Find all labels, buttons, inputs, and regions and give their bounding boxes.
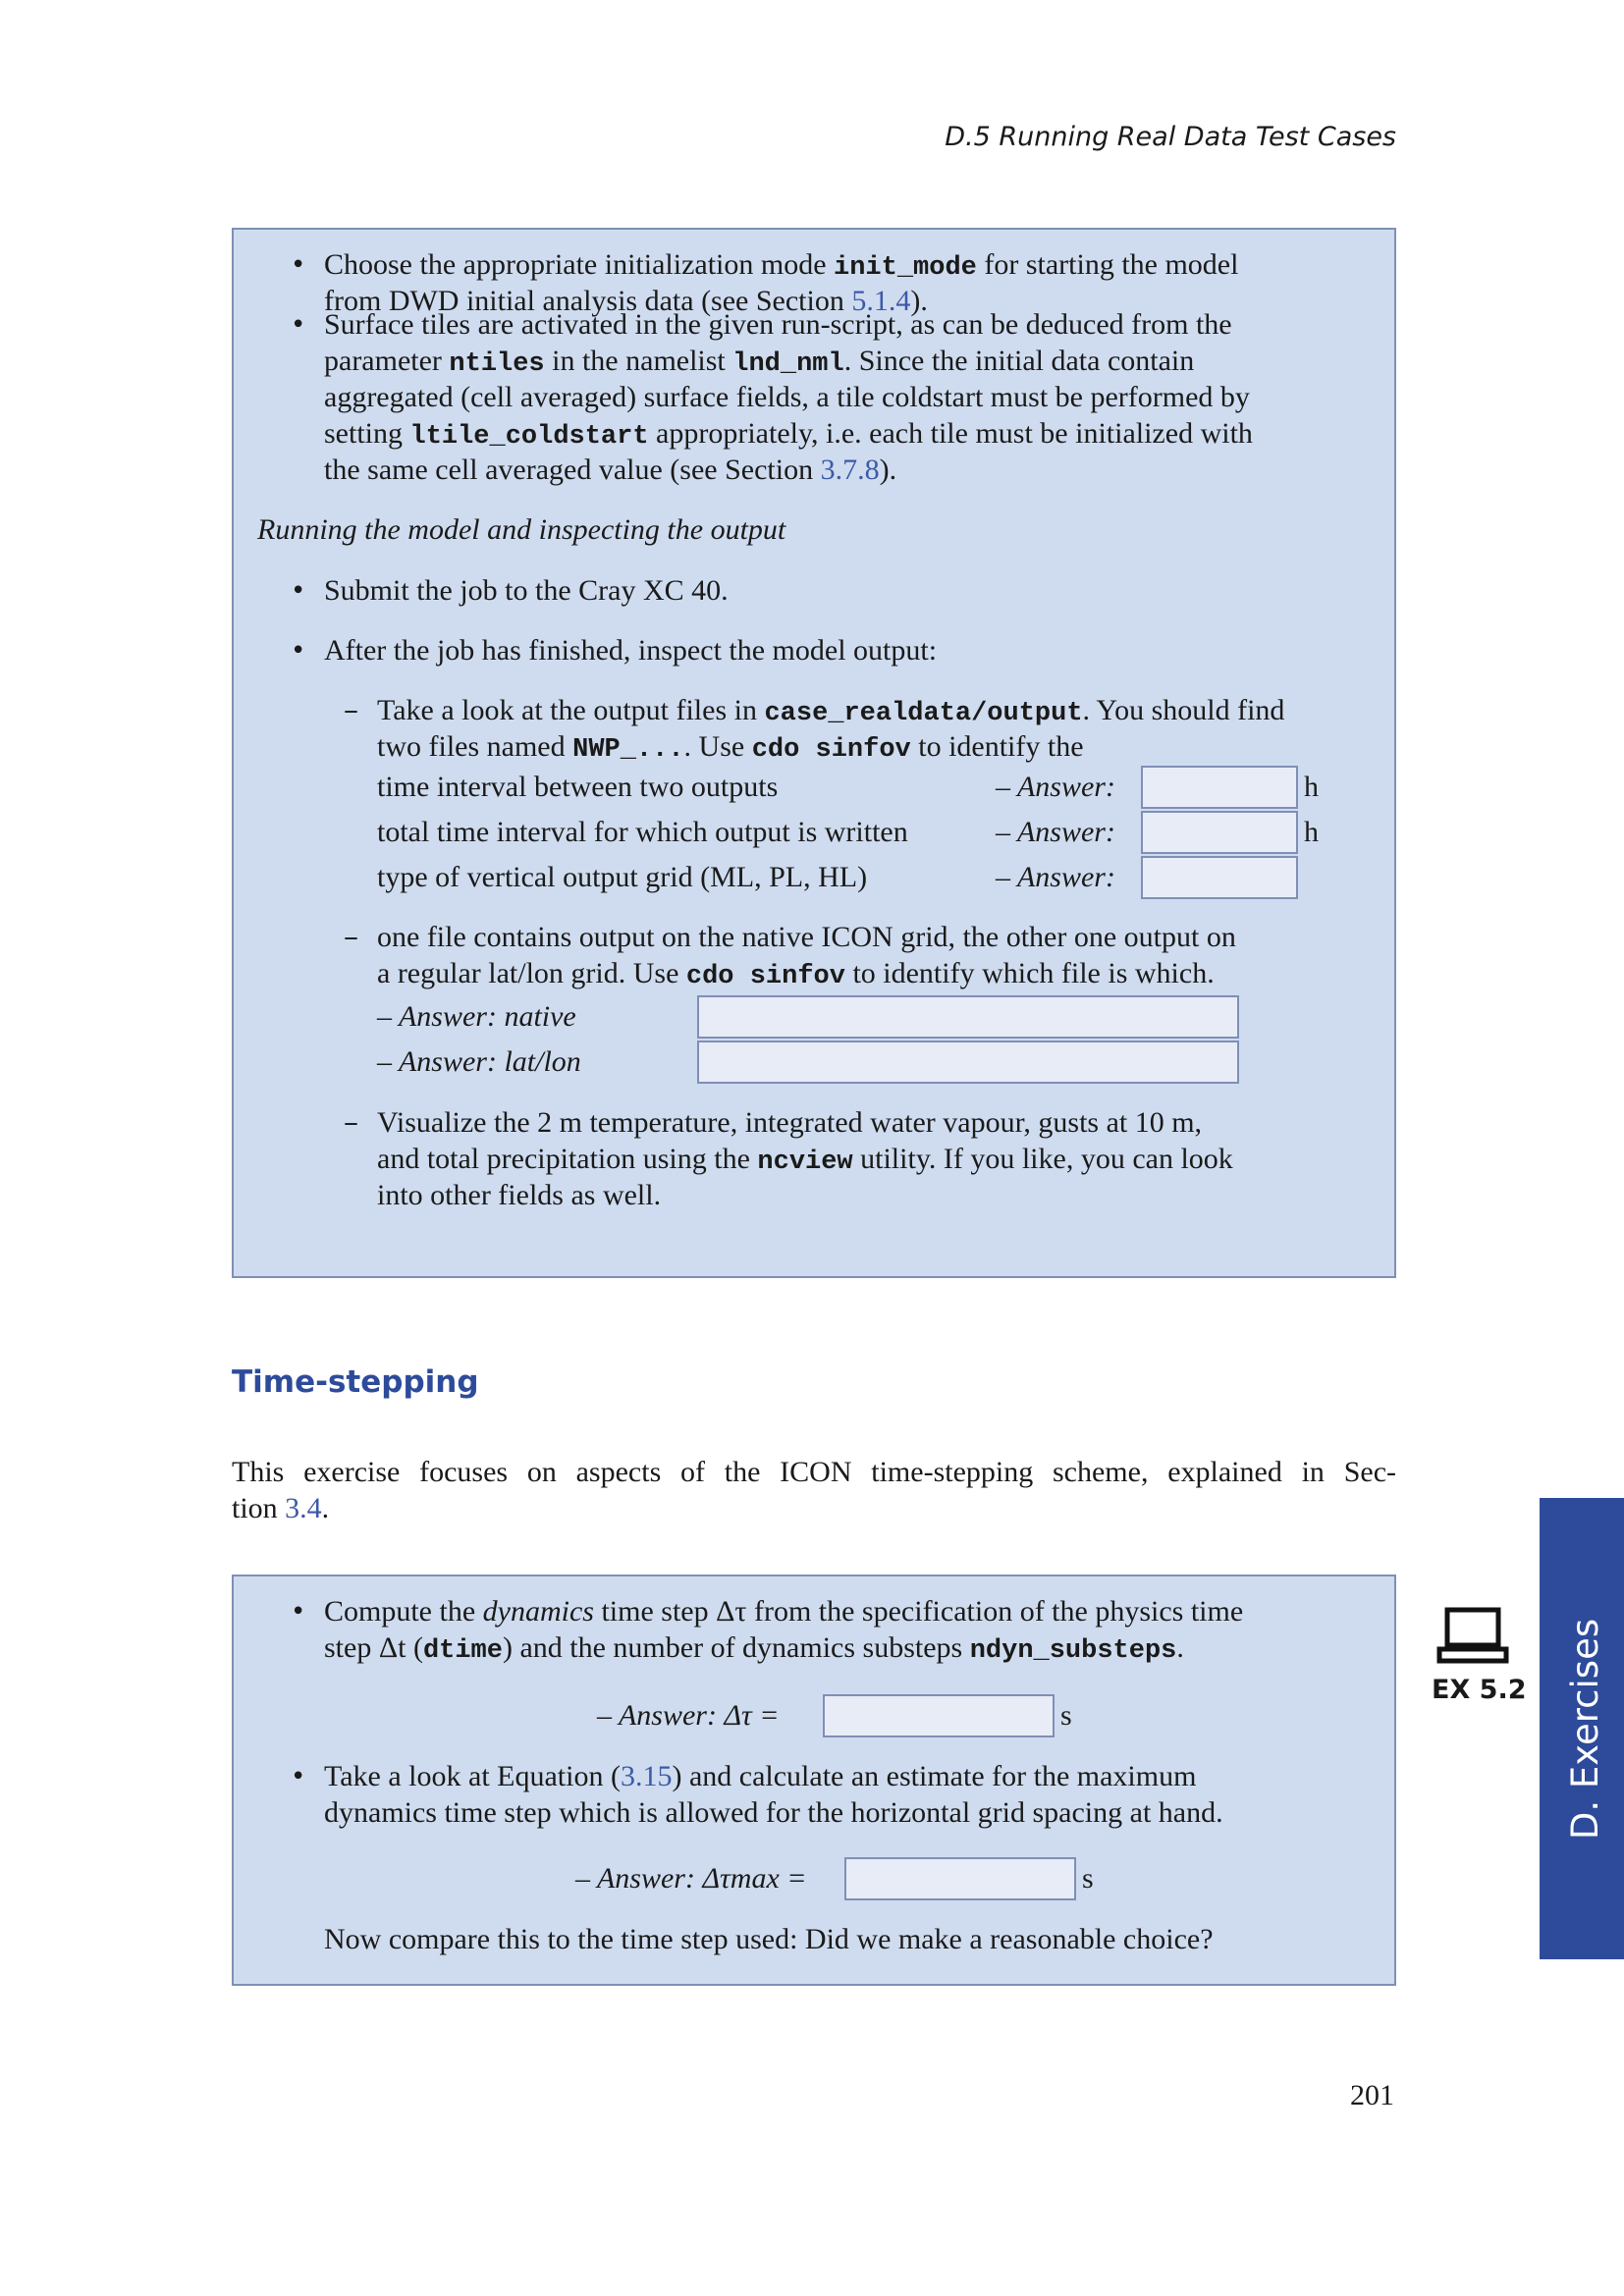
text-line xyxy=(324,1759,1196,1794)
code-ntiles: ntiles xyxy=(449,349,545,379)
text: . Use xyxy=(683,730,752,763)
code-output-path: case_realdata/output xyxy=(764,699,1083,728)
text: to identify the xyxy=(910,730,1084,763)
bullet: • xyxy=(291,310,306,340)
text: Take a look at the output files in xyxy=(377,694,765,726)
text: . You should find xyxy=(1082,694,1285,726)
answer-label-native: – Answer: native xyxy=(377,1000,576,1033)
answer-field-vertical-grid[interactable] xyxy=(1141,856,1298,899)
text-line: Surface tiles are activated in the given run-script, as can be deduced from the xyxy=(324,308,1232,341)
text-line: aggregated (cell averaged) surface fields, a tile coldstart must be performed by xyxy=(324,381,1250,413)
code-dtime: dtime xyxy=(422,1636,503,1666)
text: a regular lat/lon grid. Use xyxy=(377,957,686,989)
dash: – xyxy=(344,920,358,954)
text: . Since the initial data contain xyxy=(843,345,1195,377)
bullet: • xyxy=(291,1597,306,1627)
text: parameter xyxy=(324,345,450,377)
text-line: Now compare this to the time step used: Did we make a reasonable choice? xyxy=(324,1923,1214,1955)
text-line: one file contains output on the native ICON grid, the other one output on xyxy=(377,921,1236,953)
text-line xyxy=(324,453,896,488)
code-lnd-nml: lnd_nml xyxy=(732,349,844,379)
code-ltile-coldstart: ltile_coldstart xyxy=(409,422,649,452)
text: ) and calculate an estimate for the maximum xyxy=(672,1760,1197,1792)
unit: s xyxy=(1082,1862,1094,1895)
answer-label-dtau: – Answer: Δτ = xyxy=(597,1699,780,1732)
code-ncview: ncview xyxy=(757,1148,853,1177)
answer-field-latlon[interactable] xyxy=(697,1041,1239,1084)
page-number: 201 xyxy=(1350,2079,1394,2111)
text: appropriately, i.e. each tile must be initialized with xyxy=(648,417,1253,450)
answer-field-native[interactable] xyxy=(697,995,1239,1039)
paragraph-line: This exercise focuses on aspects of the ICON time-stepping scheme, explained in Sec- xyxy=(232,1456,1396,1488)
text: step Δt ( xyxy=(324,1631,423,1664)
text-line xyxy=(377,693,1284,731)
code-ndyn-substeps: ndyn_substeps xyxy=(969,1636,1177,1666)
section-link-3-4[interactable]: 3.4 xyxy=(285,1492,322,1524)
bullet: • xyxy=(291,636,306,666)
emphasis: dynamics xyxy=(482,1595,594,1628)
unit: h xyxy=(1304,771,1319,803)
text-line xyxy=(377,1142,1233,1180)
answer-field-time-interval[interactable] xyxy=(1141,766,1298,809)
text-line: into other fields as well. xyxy=(377,1179,662,1211)
chapter-tab-label: D. Exercises xyxy=(1564,1618,1607,1840)
text-line xyxy=(377,729,1084,768)
paragraph-line xyxy=(232,1491,329,1526)
text: in the namelist xyxy=(544,345,733,377)
text: Compute the xyxy=(324,1595,483,1628)
answer-field-dtau-max[interactable] xyxy=(844,1857,1076,1900)
subheading: Running the model and inspecting the output xyxy=(257,513,786,546)
text: tion xyxy=(232,1492,286,1524)
text-line: Submit the job to the Cray XC 40. xyxy=(324,574,729,607)
text: ) and the number of dynamics substeps xyxy=(502,1631,970,1664)
text: for starting the model xyxy=(976,248,1239,281)
answer-label: – Answer: xyxy=(996,771,1115,803)
answer-field-dtau[interactable] xyxy=(823,1694,1055,1737)
answer-row-label: time interval between two outputs xyxy=(377,771,779,803)
answer-field-total-interval[interactable] xyxy=(1141,811,1298,854)
text: utility. If you like, you can look xyxy=(852,1143,1233,1175)
text: . xyxy=(321,1492,330,1524)
text: two files named xyxy=(377,730,573,763)
answer-label-dtau-max: – Answer: Δτmax = xyxy=(575,1862,807,1895)
bullet: • xyxy=(291,1762,306,1791)
code-nwp-files: NWP_... xyxy=(572,735,684,765)
bullet: • xyxy=(291,250,306,280)
bullet: • xyxy=(291,576,306,606)
running-header: D.5 Running Real Data Test Cases xyxy=(945,122,1396,152)
text-line xyxy=(324,416,1253,454)
text: . xyxy=(1176,1631,1184,1664)
text-line: Visualize the 2 m temperature, integrated water vapour, gusts at 10 m, xyxy=(377,1106,1203,1139)
text: ). xyxy=(910,285,928,317)
text: the same cell averaged value (see Section xyxy=(324,454,821,486)
text-line xyxy=(324,1594,1243,1629)
answer-row-label: type of vertical output grid (ML, PL, HL) xyxy=(377,861,868,893)
text: setting xyxy=(324,417,410,450)
text: Take a look at Equation ( xyxy=(324,1760,621,1792)
code-cdo-sinfov: cdo sinfov xyxy=(685,962,845,991)
answer-label: – Answer: xyxy=(996,861,1115,893)
section-title: Time-stepping xyxy=(232,1364,479,1400)
section-link-5-1-4[interactable]: 5.1.4 xyxy=(851,285,911,317)
exercise-box-time-stepping xyxy=(232,1575,1396,1986)
text-line: dynamics time step which is allowed for the horizontal grid spacing at hand. xyxy=(324,1796,1223,1829)
chapter-thumb-tab xyxy=(1540,1498,1624,1959)
text: to identify which file is which. xyxy=(844,957,1215,989)
text: from DWD initial analysis data (see Section xyxy=(324,285,852,317)
code-init-mode: init_mode xyxy=(834,253,977,283)
text: ). xyxy=(879,454,897,486)
unit: s xyxy=(1060,1699,1072,1732)
unit: h xyxy=(1304,816,1319,848)
exercise-label: EX 5.2 xyxy=(1432,1675,1527,1705)
text: Choose the appropriate initialization mode xyxy=(324,248,835,281)
section-link-3-7-8[interactable]: 3.7.8 xyxy=(820,454,880,486)
text-line xyxy=(324,344,1194,382)
text-line xyxy=(377,956,1215,994)
equation-link-3-15[interactable]: 3.15 xyxy=(620,1760,673,1792)
answer-label-latlon: – Answer: lat/lon xyxy=(377,1045,581,1078)
dash: – xyxy=(344,693,358,727)
exercise-box-initialization xyxy=(232,228,1396,1278)
text-line xyxy=(324,247,1238,286)
code-cdo-sinfov: cdo sinfov xyxy=(751,735,911,765)
computer-icon xyxy=(1435,1606,1510,1665)
text-line: After the job has finished, inspect the model output: xyxy=(324,634,938,667)
text: time step Δτ from the specification of the physics time xyxy=(593,1595,1244,1628)
text: and total precipitation using the xyxy=(377,1143,758,1175)
text-line xyxy=(324,1630,1184,1669)
dash: – xyxy=(344,1105,358,1140)
answer-label: – Answer: xyxy=(996,816,1115,848)
answer-row-label: total time interval for which output is written xyxy=(377,816,908,848)
